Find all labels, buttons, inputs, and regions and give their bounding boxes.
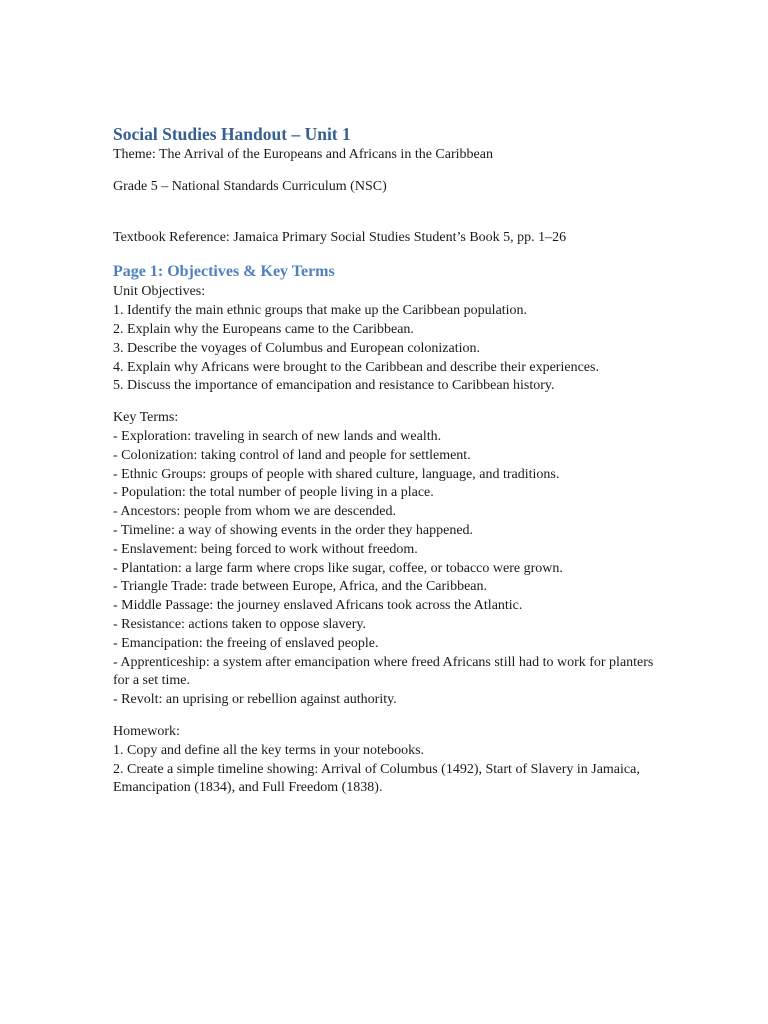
document-title: Social Studies Handout – Unit 1 bbox=[113, 124, 351, 144]
homework-section bbox=[113, 723, 673, 798]
key-term-item: - Exploration: traveling in search of new lands and wealth. bbox=[113, 428, 442, 444]
homework-label: Homework: bbox=[113, 723, 180, 739]
key-terms-label: Key Terms: bbox=[113, 410, 179, 426]
objectives-label: Unit Objectives: bbox=[113, 284, 206, 300]
key-term-item: - Plantation: a large farm where crops like sugar, coffee, or tobacco were grown. bbox=[113, 560, 563, 576]
key-term-item: - Colonization: taking control of land and people for settlement. bbox=[113, 447, 471, 463]
textbook-reference: Textbook Reference: Jamaica Primary Social Studies Student’s Book 5, pp. 1–26 bbox=[113, 229, 567, 245]
key-term-item: - Middle Passage: the journey enslaved Africans took across the Atlantic. bbox=[113, 598, 523, 614]
homework-item: 1. Copy and define all the key terms in your notebooks. bbox=[113, 742, 425, 758]
homework-list bbox=[113, 742, 673, 798]
objective-item: 1. Identify the main ethnic groups that make up the Caribbean population. bbox=[113, 303, 528, 319]
document-grade: Grade 5 – National Standards Curriculum (NSC) bbox=[113, 178, 387, 194]
key-terms-list bbox=[113, 428, 673, 710]
objective-item: 5. Discuss the importance of emancipation and resistance to Caribbean history. bbox=[113, 378, 555, 394]
page1-heading: Page 1: Objectives & Key Terms bbox=[113, 263, 335, 281]
objective-item: 4. Explain why Africans were brought to the Caribbean and describe their experiences. bbox=[113, 359, 599, 375]
key-term-item: - Ethnic Groups: groups of people with shared culture, language, and traditions. bbox=[113, 466, 560, 482]
key-terms-section bbox=[113, 409, 673, 710]
document-page bbox=[113, 122, 673, 798]
key-term-item: - Enslavement: being forced to work without freedom. bbox=[113, 541, 418, 557]
key-term-item: - Resistance: actions taken to oppose slavery. bbox=[113, 616, 366, 632]
objectives-list bbox=[113, 302, 673, 396]
key-term-item: - Ancestors: people from whom we are descended. bbox=[113, 504, 397, 520]
objectives-section bbox=[113, 283, 673, 396]
document-theme: Theme: The Arrival of the Europeans and Africans in the Caribbean bbox=[113, 147, 493, 162]
objective-item: 3. Describe the voyages of Columbus and European colonization. bbox=[113, 340, 481, 356]
objective-item: 2. Explain why the Europeans came to the Caribbean. bbox=[113, 321, 414, 337]
key-term-item: - Population: the total number of people living in a place. bbox=[113, 485, 434, 501]
homework-item: 2. Create a simple timeline showing: Arrival of Columbus (1492), Start of Slavery in Jamaica, Emancipation (1834), and Full Freedom (1838). bbox=[113, 761, 640, 796]
key-term-item: - Timeline: a way of showing events in the order they happened. bbox=[113, 522, 474, 538]
key-term-item: - Apprenticeship: a system after emancipation where freed Africans still had to work for planters for a set time. bbox=[113, 654, 654, 689]
key-term-item: - Emancipation: the freeing of enslaved people. bbox=[113, 635, 379, 651]
key-term-item: - Revolt: an uprising or rebellion against authority. bbox=[113, 692, 397, 708]
key-term-item: - Triangle Trade: trade between Europe, Africa, and the Caribbean. bbox=[113, 579, 488, 595]
